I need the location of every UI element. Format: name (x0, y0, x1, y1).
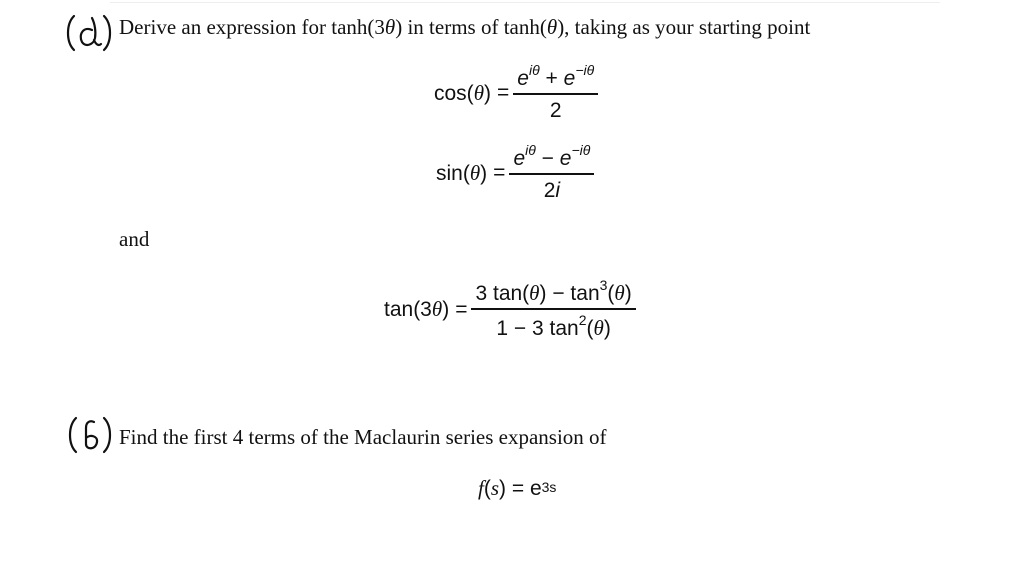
tan-triple-angle-equation: tan(3θ) = $\frac{3 \tan(\theta) - \tan^3(\theta)}{1 - 3 \tan^2(\theta)}$ (384, 279, 636, 341)
sin-numerator: $e^{i\theta} - e^{-i\theta}$ (513, 142, 591, 170)
maclaurin-function: f ( s ) = e $^{3s}$ (478, 476, 557, 500)
tan-numerator: 3 $\tan(\theta) - \tan^3(\theta)$ (475, 277, 632, 305)
part-a-handwritten-label (64, 12, 114, 54)
sin-denominator: 2i (543, 178, 561, 202)
part-b-prompt: Find the first 4 terms of the Maclaurin series expansion of (119, 425, 607, 449)
sin-equation: sin(θ) = $\frac{e^{i\theta} - e^{-i\theta}}{2i}$ (436, 144, 594, 203)
and-text: and (119, 227, 150, 251)
cos-equation: cos(θ) = $\frac{e^{i\theta} + e^{-i\theta}}{2}$ (434, 64, 598, 123)
part-b-handwritten-label (66, 414, 114, 456)
cos-numerator: $e^{i\theta} + e^{-i\theta}$ (517, 62, 595, 90)
cos-denominator: 2 (549, 98, 562, 122)
part-a-prompt: Derive an expression for tanh(3θ) in terms of tanh(θ), taking as your starting point (119, 15, 811, 39)
top-divider (110, 2, 940, 3)
tan-denominator: 1 − 3 $\tan^2(\theta)$ (496, 311, 611, 340)
